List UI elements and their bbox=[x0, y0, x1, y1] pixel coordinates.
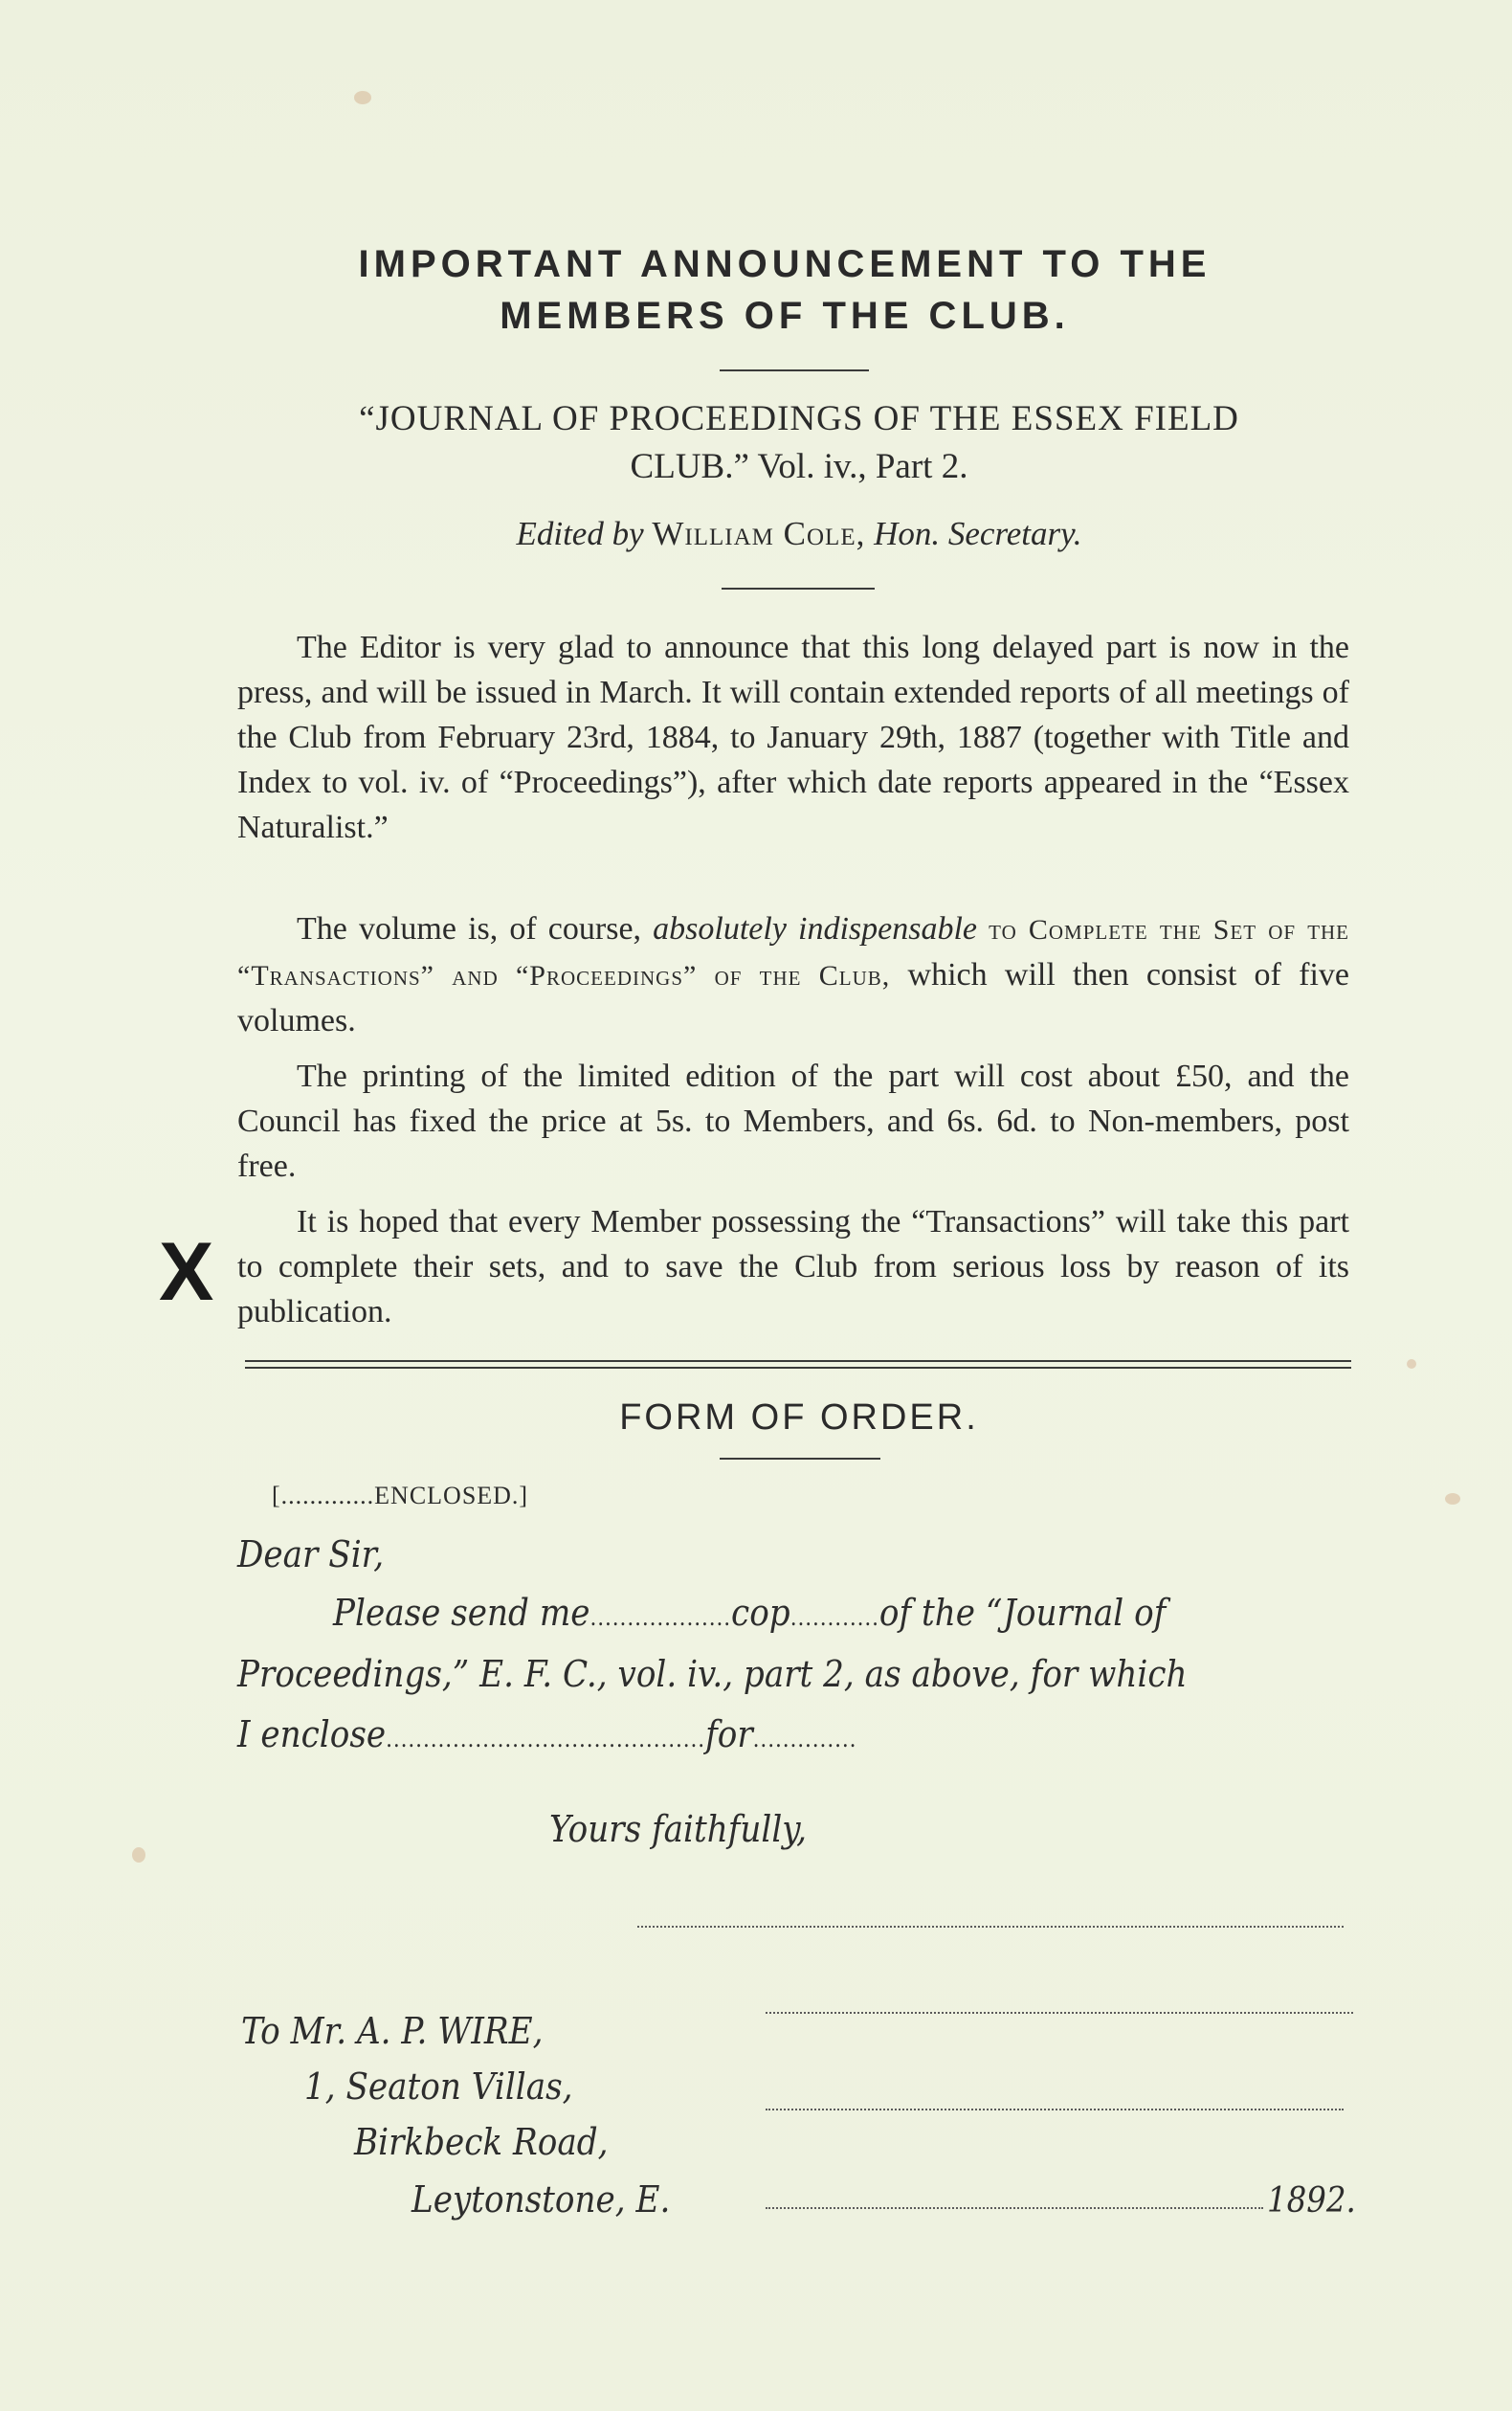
announcement-heading-line2: MEMBERS OF THE CLUB. bbox=[500, 295, 1070, 337]
paragraph-volume-text: The volume is, of course, bbox=[297, 911, 642, 947]
paragraph-volume-smallcaps: to Complete the Set of the “Transactions” and “Proceedings” of the Club, bbox=[237, 914, 1350, 992]
for-label: for bbox=[705, 1713, 753, 1755]
edited-by-label: Edited by bbox=[516, 515, 644, 552]
paragraph-price: The printing of the limited edition of the part will cost about £50, and the Council has fixed the price at 5s. to Members, and 6s. 6d. to Non-members, post free. bbox=[237, 1059, 1349, 1184]
enclosed-field[interactable]: [.............ENCLOSED.] bbox=[272, 1482, 529, 1509]
year-label: 1892. bbox=[1267, 2181, 1356, 2221]
paragraph-announcement: The Editor is very glad to announce that this long delayed part is now in the press, and will be issued in March. It will contain extended reports of all meetings of the Club from February 23rd, 1884, to January 29th, 1887 (together with Title and Index to vol. iv. of “Proceedings”), after which date reports appeared in the “Essex Naturalist.” bbox=[237, 630, 1349, 845]
stain-spot bbox=[354, 91, 371, 104]
closing: Yours faithfully, bbox=[549, 1808, 807, 1850]
copy-suffix-field[interactable]: ............ bbox=[789, 1604, 879, 1631]
journal-title-line1: “JOURNAL OF PROCEEDINGS OF THE ESSEX FIELD bbox=[359, 399, 1239, 438]
copies-label: cop bbox=[731, 1592, 790, 1634]
for-field[interactable]: .............. bbox=[752, 1726, 857, 1752]
signature-field[interactable] bbox=[637, 1926, 1344, 1928]
address-line-3: Birkbeck Road, bbox=[354, 2121, 609, 2163]
announcement-heading-line1: IMPORTANT ANNOUNCEMENT TO THE bbox=[358, 243, 1212, 285]
date-field[interactable] bbox=[766, 2207, 1263, 2209]
stain-spot bbox=[1407, 1359, 1416, 1369]
divider bbox=[722, 588, 875, 590]
editor-role: Hon. Secretary. bbox=[874, 515, 1082, 552]
double-rule-bottom bbox=[245, 1367, 1351, 1369]
address-line-2: 1, Seaton Villas, bbox=[304, 2065, 573, 2108]
order-line-3 bbox=[237, 1713, 857, 1755]
divider bbox=[720, 1458, 880, 1460]
cross-mark: X bbox=[159, 1226, 214, 1318]
double-rule-top bbox=[245, 1360, 1351, 1362]
send-me-label: Please send me bbox=[333, 1592, 590, 1634]
editor-name: William Cole, bbox=[652, 515, 866, 552]
stain-spot bbox=[132, 1847, 145, 1863]
salutation: Dear Sir, bbox=[237, 1533, 385, 1575]
stain-spot bbox=[1445, 1493, 1460, 1505]
paragraph-volume-end: which will then consist of five volumes. bbox=[237, 957, 1350, 1038]
address-line-4: Leytonstone, E. bbox=[411, 2178, 671, 2221]
amount-field[interactable]: ........................................... bbox=[386, 1726, 706, 1752]
sender-name-field[interactable] bbox=[766, 2012, 1353, 2014]
order-form-title: FORM OF ORDER. bbox=[619, 1397, 979, 1438]
enclose-label: I enclose bbox=[237, 1713, 387, 1755]
journal-title-line2: CLUB.” Vol. iv., Part 2. bbox=[630, 447, 968, 486]
journal-label: of the “Journal of bbox=[878, 1592, 1167, 1634]
divider bbox=[720, 369, 869, 371]
order-line-2: Proceedings,” E. F. C., vol. iv., part 2, as above, for which bbox=[237, 1653, 1188, 1695]
copies-field[interactable]: ................... bbox=[589, 1604, 732, 1631]
sender-address-field[interactable] bbox=[766, 2109, 1344, 2110]
paragraph-appeal: It is hoped that every Member possessing the “Transactions” will take this part to complete their sets, and to save the Club from serious loss by reason of its publication. bbox=[237, 1204, 1349, 1329]
paragraph-volume bbox=[237, 906, 1349, 1043]
order-line-1 bbox=[333, 1592, 1167, 1634]
address-line-1: To Mr. A. P. WIRE, bbox=[241, 2010, 544, 2052]
editor-credit bbox=[230, 515, 1368, 553]
paragraph-volume-emphasis: absolutely indispensable bbox=[653, 911, 978, 947]
